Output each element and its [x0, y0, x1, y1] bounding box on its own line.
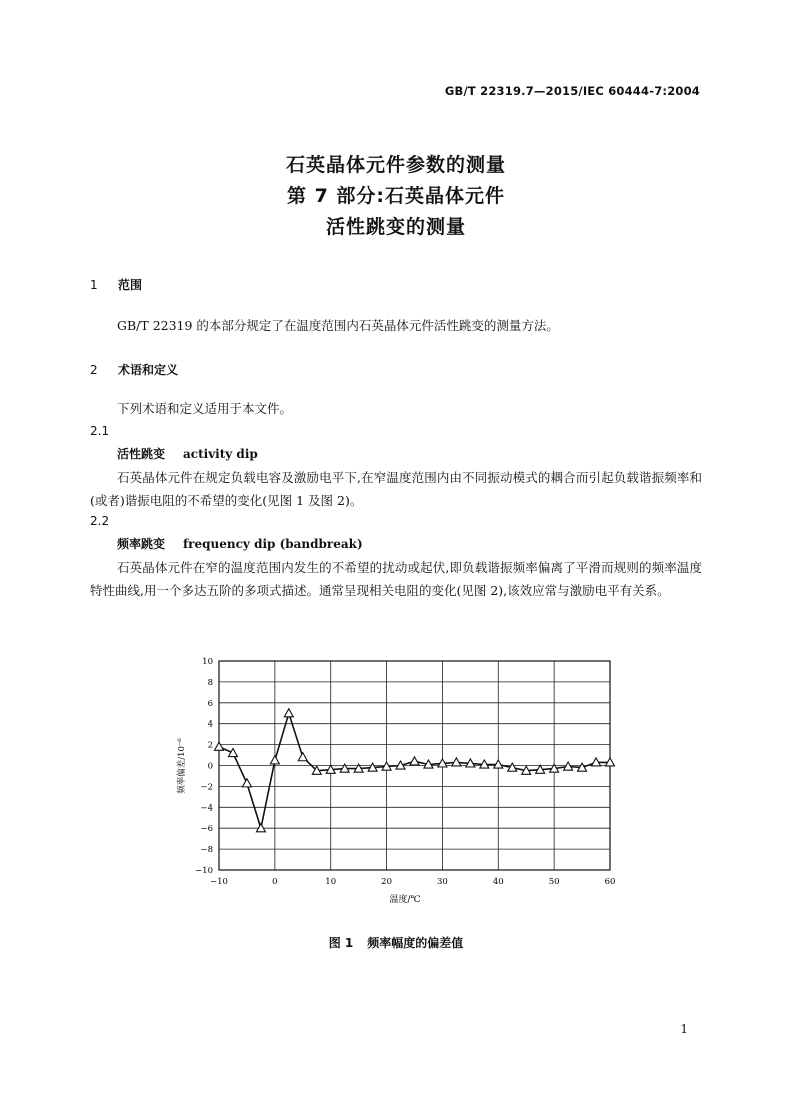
figure-caption [0, 934, 792, 951]
term-zh: 活性跳变 [117, 447, 166, 461]
y-tick-label: −6 [200, 824, 213, 835]
y-tick-label: −2 [200, 782, 213, 793]
y-tick-label: 0 [207, 761, 213, 772]
title-line-1: 石英晶体元件参数的测量 [285, 154, 506, 176]
y-tick-label: 10 [202, 657, 213, 667]
data-point [215, 742, 224, 750]
term-en: frequency dip (bandbreak) [183, 537, 363, 551]
x-tick-label: 60 [604, 877, 616, 887]
y-tick-label: 2 [207, 740, 213, 751]
chart-grid [219, 661, 610, 870]
page-number: 1 [680, 1022, 688, 1036]
data-point [256, 824, 265, 832]
title-line-3: 活性跳变的测量 [325, 216, 466, 238]
data-point [410, 757, 419, 765]
x-tick-label: 20 [381, 877, 392, 887]
clause-number: 2.1 [90, 424, 110, 438]
x-axis-label: 温度/℃ [389, 895, 421, 905]
y-tick-label: −8 [200, 845, 213, 856]
term-definition: 石英晶体元件在窄的温度范围内发生的不希望的扰动或起伏,即负载谐振频率偏离了平滑而规则的频率温度特性曲线,用一个多达五阶的多项式描述。通常呈现相关电阻的变化(见图 2),该效应常与激励电平有关系。 [90, 560, 702, 598]
x-tick-label: −10 [210, 877, 228, 887]
x-tick-label: 50 [548, 877, 560, 887]
clause-number: 2.2 [90, 514, 110, 528]
title-line-2: 第 7 部分:石英晶体元件 [286, 185, 506, 207]
scope-text: GB/T 22319 的本部分规定了在温度范围内石英晶体元件活性跳变的测量方法。 [117, 318, 559, 333]
term-zh: 频率跳变 [117, 537, 166, 551]
section-title: 范围 [118, 278, 143, 292]
x-tick-label: 40 [492, 877, 504, 887]
section-title: 术语和定义 [118, 363, 179, 377]
y-tick-label: 4 [207, 719, 213, 730]
section-number: 1 [90, 278, 98, 292]
figure-label: 图 1 [328, 936, 354, 950]
data-point [298, 753, 307, 761]
y-tick-label: −10 [195, 866, 213, 876]
standard-number: GB/T 22319.7—2015/IEC 60444-7:2004 [444, 84, 700, 98]
section-number: 2 [90, 363, 98, 377]
data-point [228, 748, 237, 756]
y-tick-label: 8 [207, 677, 213, 688]
y-tick-label: 6 [207, 698, 213, 709]
y-tick-label: −4 [200, 803, 213, 814]
figure-caption-text: 频率幅度的偏差值 [367, 936, 464, 950]
x-tick-label: 0 [272, 877, 278, 887]
term-en: activity dip [183, 447, 258, 461]
y-axis-label: 频率偏差/10⁻⁶ [177, 738, 187, 794]
term-definition: 石英晶体元件在规定负载电容及激励电平下,在窄温度范围内由不同振动模式的耦合而引起负载谐振频率和(或者)谐振电阻的不希望的变化(见图 1 及图 2)。 [90, 470, 702, 508]
data-point [242, 779, 251, 787]
x-tick-label: 30 [437, 877, 448, 887]
data-point [284, 709, 293, 717]
x-tick-label: 10 [325, 877, 337, 887]
data-point [270, 756, 279, 764]
terms-intro: 下列术语和定义适用于本文件。 [117, 401, 293, 416]
